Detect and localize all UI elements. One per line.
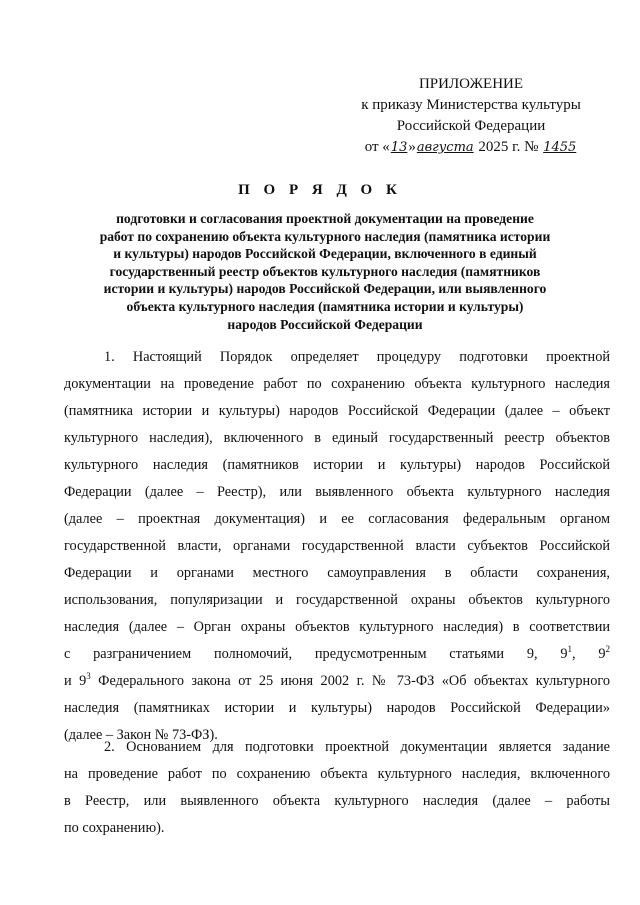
line-text: с разграничением полномочий, предусмотренным статьями 9, 9 — [64, 646, 568, 662]
subtitle-line: и культуры) народов Российской Федерации, включенного в единый — [113, 246, 537, 262]
date-prefix: от « — [364, 139, 390, 155]
paragraph-line: использования, популяризации и государственной охраны объектов культурного — [64, 592, 610, 608]
paragraph-line: на проведение работ по сохранению объекта культурного наследия, включенного — [64, 766, 610, 782]
paragraph-line — [64, 641, 610, 668]
year-text: 2025 г. № — [474, 139, 543, 155]
superscript: 3 — [86, 671, 91, 681]
paragraph-line: (далее – проектная документация) и ее согласования федеральным органом — [64, 511, 610, 527]
subtitle-line: подготовки и согласования проектной документации на проведение — [116, 211, 534, 226]
handwritten-month: августа — [416, 140, 474, 155]
subtitle-line: объекта культурного наследия (памятника истории и культуры) — [126, 298, 524, 314]
paragraph-line: в Реестр, или выявленного объекта культурного наследия (далее – работы — [64, 793, 610, 809]
paragraph-line: Федерации и органами местного самоуправления в области сохранения, — [64, 565, 610, 581]
paragraph-line: 2. Основанием для подготовки проектной документации является задание — [104, 739, 610, 755]
subtitle-line: государственный реестр объектов культурного наследия (памятников — [109, 263, 541, 279]
paragraph-line: (памятника истории и культуры) народов Российской Федерации (далее – объект — [64, 403, 610, 419]
paragraph-line: культурного наследия (памятников истории и культуры) народов Российской — [64, 457, 610, 473]
appendix-header — [340, 74, 602, 158]
line-text: , 9 — [572, 646, 606, 662]
appendix-title: ПРИЛОЖЕНИЕ — [418, 76, 524, 92]
superscript: 1 — [567, 644, 572, 654]
line-text: Федерального закона от 25 июня 2002 г. № 73-ФЗ «Об объектах культурного — [90, 673, 610, 689]
subtitle-line: народов Российской Федерации — [227, 316, 423, 332]
paragraph-line: Федерации (далее – Реестр), или выявленного объекта культурного наследия — [64, 484, 610, 500]
handwritten-day: 13 — [390, 140, 408, 155]
appendix-order-line: к приказу Министерства культуры — [361, 97, 581, 113]
paragraph-line: наследия (памятниках истории и культуры) народов Российской Федерации» — [64, 700, 610, 716]
paragraph-line: документации на проведение работ по сохранению объекта культурного наследия — [64, 376, 610, 392]
paragraph-2 — [64, 734, 610, 842]
paragraph-line: культурного наследия), включенного в единый государственный реестр объектов — [64, 430, 610, 446]
paragraph-line: по сохранению). — [64, 820, 165, 836]
subtitle-line: работ по сохранению объекта культурного наследия (памятника истории — [99, 228, 551, 244]
paragraph-line: 1. Настоящий Порядок определяет процедуру подготовки проектной — [104, 349, 610, 365]
paragraph-line — [64, 668, 610, 695]
paragraph-1 — [64, 344, 610, 749]
paragraph-line: (далее – Закон № 73-ФЗ). — [64, 727, 218, 743]
document-subtitle — [80, 210, 570, 333]
line-text: и 9 — [64, 673, 87, 689]
appendix-date-line — [340, 137, 602, 158]
superscript: 2 — [605, 644, 610, 654]
date-mid: » — [408, 139, 416, 155]
document-title: П О Р Я Д О К — [238, 182, 402, 198]
paragraph-line: наследия (далее – Орган охраны объектов культурного наследия) в соответствии — [64, 619, 610, 635]
handwritten-number: 1455 — [543, 140, 577, 155]
paragraph-line: государственной власти, органами государственной власти субъектов Российской — [64, 538, 610, 554]
subtitle-line: истории и культуры) народов Российской Федерации, или выявленного — [103, 281, 547, 297]
appendix-federation-line: Российской Федерации — [396, 118, 546, 134]
